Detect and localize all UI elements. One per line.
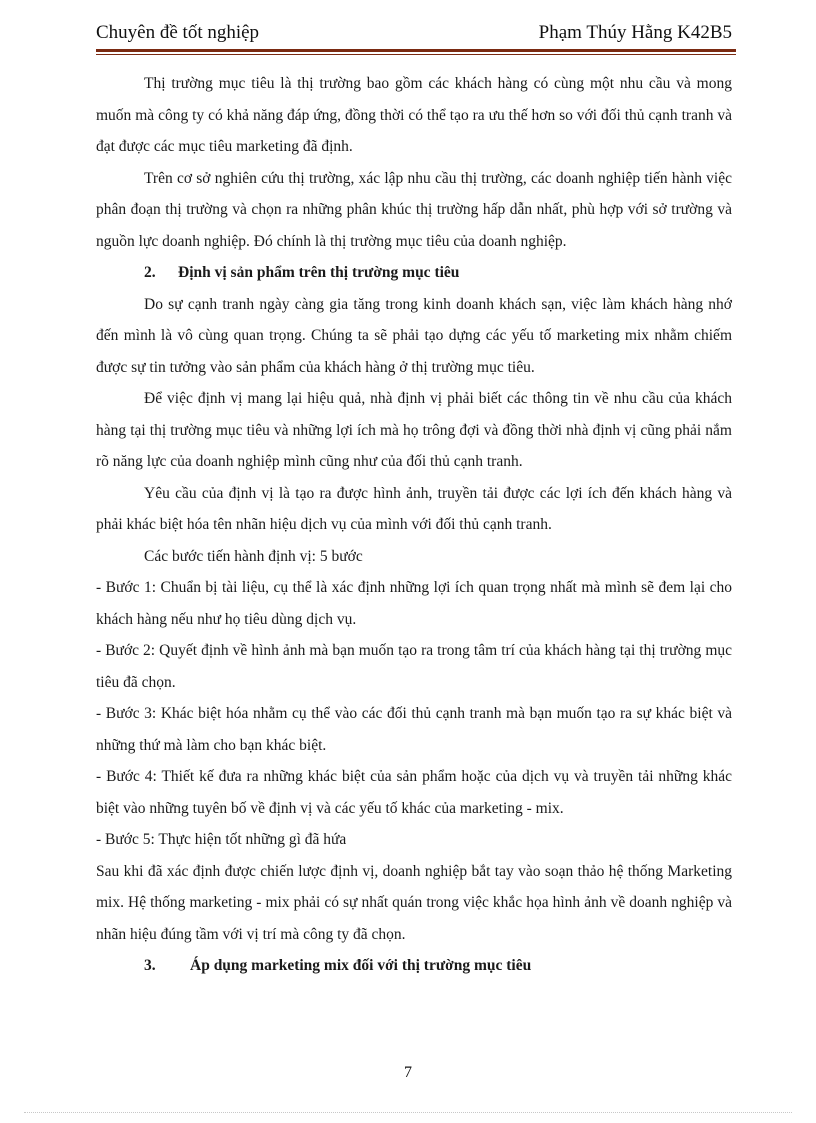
- page-header: [96, 18, 732, 48]
- paragraph: Các bước tiến hành định vị: 5 bước: [144, 547, 363, 565]
- step-item: - Bước 3: Khác biệt hóa nhằm cụ thể vào các đối thủ cạnh tranh mà bạn muốn tạo ra sự khác biệt và những thứ mà làm cho bạn khác biệt.: [96, 705, 732, 754]
- header-rule-thick: [96, 49, 736, 52]
- section-heading-2: [96, 257, 732, 289]
- paragraph: Thị trường mục tiêu là thị trường bao gồm các khách hàng có cùng một nhu cầu và mong muốn mà công ty có khả năng đáp ứng, đồng thời có thể tạo ra ưu thế hơn so với đối thủ cạnh tranh và đạt được các mục tiêu marketing đã định.: [96, 75, 732, 155]
- section-title: Áp dụng marketing mix đối với thị trường mục tiêu: [190, 957, 532, 974]
- body-text: [96, 68, 732, 982]
- section-title: Định vị sản phẩm trên thị trường mục tiêu: [178, 264, 460, 281]
- page-number: 7: [404, 1064, 412, 1081]
- page-bottom-edge: [24, 1112, 792, 1113]
- section-heading-3: [96, 950, 732, 982]
- paragraph: Trên cơ sở nghiên cứu thị trường, xác lập nhu cầu thị trường, các doanh nghiệp tiến hành việc phân đoạn thị trường và chọn ra những phân khúc thị trường hấp dẫn nhất, phù hợp với sở trường và nguồn lực doanh nghiệp. Đó chính là thị trường mục tiêu của doanh nghiệp.: [96, 169, 732, 250]
- step-item: - Bước 5: Thực hiện tốt những gì đã hứa: [96, 831, 347, 848]
- paragraph: Sau khi đã xác định được chiến lược định vị, doanh nghiệp bắt tay vào soạn thảo hệ thống Marketing mix. Hệ thống marketing - mix phải có sự nhất quán trong việc khắc họa hình ảnh về doanh nghiệp và nhãn hiệu đúng tầm với vị trí mà công ty đã chọn.: [96, 862, 732, 943]
- section-number: 3.: [144, 957, 156, 974]
- step-item: - Bước 1: Chuẩn bị tài liệu, cụ thể là xác định những lợi ích quan trọng nhất mà mình sẽ đem lại cho khách hàng nếu như họ tiêu dùng dịch vụ.: [96, 579, 732, 628]
- paragraph: Yêu cầu của định vị là tạo ra được hình ảnh, truyền tải được các lợi ích đến khách hàng và phải khác biệt hóa tên nhãn hiệu dịch vụ của mình với đối thủ cạnh tranh.: [96, 484, 732, 533]
- step-item: - Bước 2: Quyết định về hình ảnh mà bạn muốn tạo ra trong tâm trí của khách hàng tại thị trường mục tiêu đã chọn.: [96, 642, 732, 691]
- header-author: Phạm Thúy Hằng K42B5: [538, 22, 732, 43]
- step-item: - Bước 4: Thiết kế đưa ra những khác biệt của sản phẩm hoặc của dịch vụ và truyền tải những khác biệt vào những tuyên bố về định vị và các yếu tố khác của marketing - mix.: [96, 768, 732, 817]
- paragraph: Do sự cạnh tranh ngày càng gia tăng trong kinh doanh khách sạn, việc làm khách hàng nhớ đến mình là vô cùng quan trọng. Chúng ta sẽ phải tạo dựng các yếu tố marketing mix nhằm chiếm được sự tin tưởng vào sản phẩm của khách hàng ở thị trường mục tiêu.: [96, 295, 732, 376]
- header-left-title: Chuyên đề tốt nghiệp: [96, 22, 260, 43]
- paragraph: Để việc định vị mang lại hiệu quả, nhà định vị phải biết các thông tin về nhu cầu của khách hàng tại thị trường mục tiêu và những lợi ích mà họ trông đợi và đồng thời nhà định vị cũng phải nắm rõ năng lực của doanh nghiệp mình cũng như của đối thủ cạnh tranh.: [96, 390, 732, 470]
- header-rule-thin: [96, 54, 736, 55]
- section-number: 2.: [144, 264, 156, 281]
